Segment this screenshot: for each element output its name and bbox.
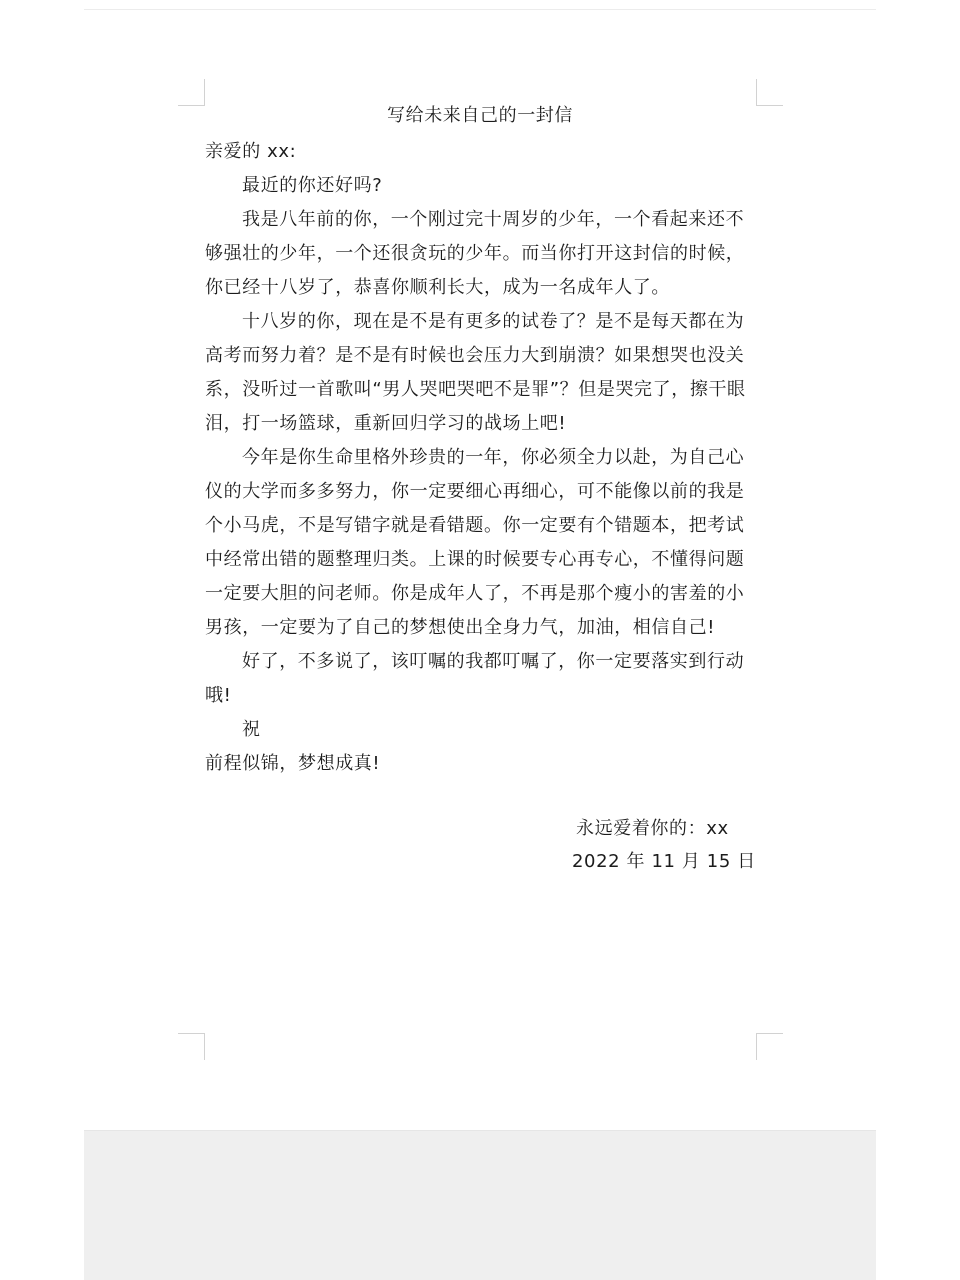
margin-corner-mark-bottom-left: [178, 1033, 205, 1060]
closing-blessing: 前程似锦，梦想成真!: [205, 753, 381, 774]
paragraph-line: 够强壮的少年，一个还很贪玩的少年。而当你打开这封信的时候，: [205, 243, 745, 264]
salutation: 亲爱的 xx:: [205, 141, 297, 162]
paragraph-line: 今年是你生命里格外珍贵的一年，你必须全力以赴，为自己心: [242, 447, 745, 468]
paragraph-intro: [205, 203, 765, 305]
paragraph-line: 我是八年前的你，一个刚过完十周岁的少年，一个看起来还不: [242, 209, 745, 230]
next-page-gap: [84, 1130, 876, 1280]
paragraph-line: 男孩，一定要为了自己的梦想使出全身力气，加油，相信自己!: [205, 617, 716, 638]
paragraph-this-year: [205, 441, 765, 645]
document-body: [205, 99, 765, 781]
paragraph-line: 哦!: [205, 685, 232, 706]
margin-corner-mark-top-left: [178, 79, 205, 106]
letter-date: 2022 年 11 月 15 日: [572, 851, 756, 872]
paragraph-line: 系，没听过一首歌叫“男人哭吧哭吧不是罪”？但是哭完了，擦干眼: [205, 379, 746, 400]
paragraph-closing: [205, 645, 765, 713]
paragraph-line: 最近的你还好吗?: [242, 175, 383, 196]
paragraph-line: 泪，打一场篮球，重新回归学习的战场上吧!: [205, 413, 567, 434]
paragraph-line: 好了，不多说了，该叮嘱的我都叮嘱了，你一定要落实到行动: [242, 651, 745, 672]
paragraph-line: 个小马虎，不是写错字就是看错题。你一定要有个错题本，把考试: [205, 515, 745, 536]
paragraph-line: 高考而努力着？是不是有时候也会压力大到崩溃？如果想哭也没关: [205, 345, 745, 366]
signature: 永远爱着你的：xx: [576, 818, 729, 839]
paragraph-line: 仪的大学而多多努力，你一定要细心再细心，可不能像以前的我是: [205, 481, 745, 502]
paragraph-greeting: [205, 169, 765, 203]
paragraph-line: 中经常出错的题整理归类。上课的时候要专心再专心，不懂得问题: [205, 549, 745, 570]
signature-block: [572, 812, 756, 878]
document-title: 写给未来自己的一封信: [387, 105, 573, 126]
paragraph-line: 一定要大胆的问老师。你是成年人了，不再是那个瘦小的害羞的小: [205, 583, 745, 604]
paragraph-eighteen: [205, 305, 765, 441]
paragraph-line: 十八岁的你，现在是不是有更多的试卷了？是不是每天都在为: [242, 311, 745, 332]
margin-corner-mark-bottom-right: [756, 1033, 783, 1060]
closing-wish: 祝: [242, 719, 261, 740]
paragraph-line: 你已经十八岁了，恭喜你顺利长大，成为一名成年人了。: [205, 277, 670, 298]
